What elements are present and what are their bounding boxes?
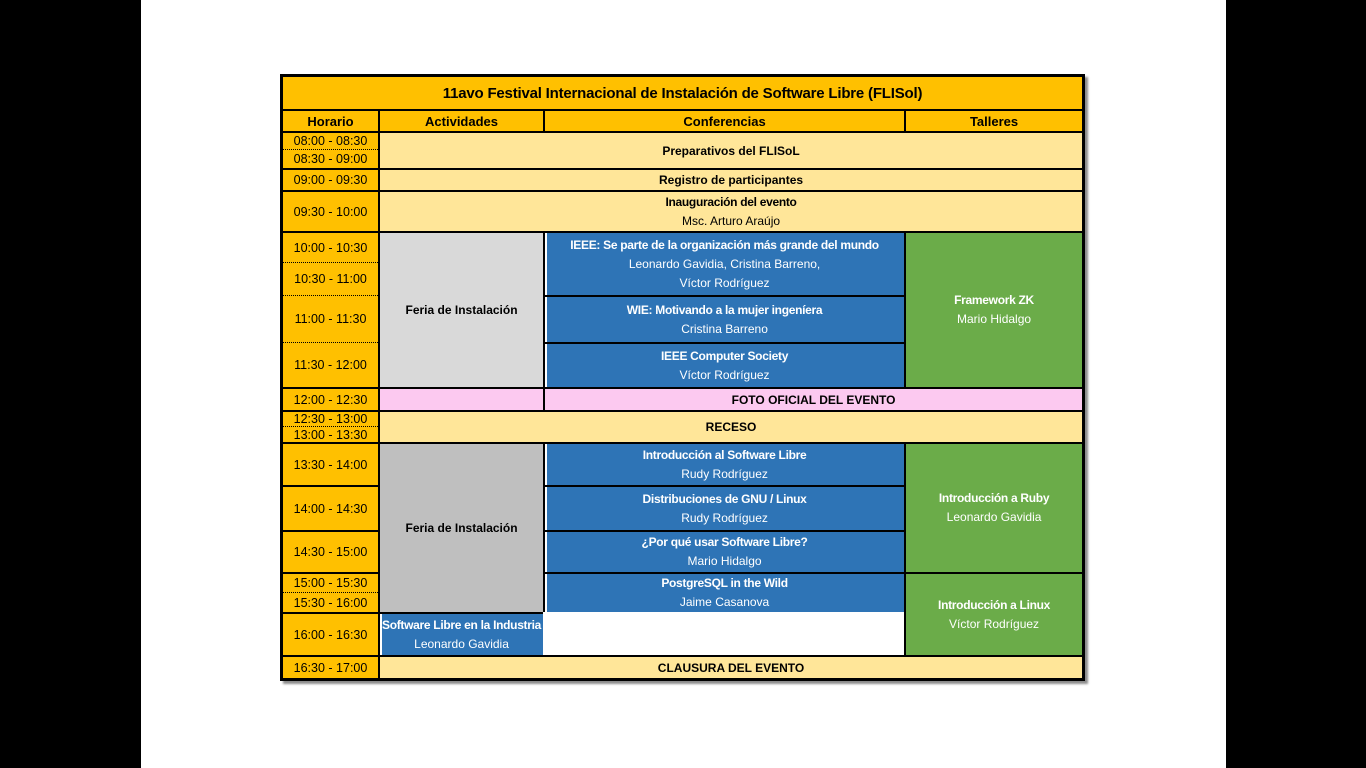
time-cell: 15:30 - 16:00 [283, 592, 378, 612]
time-cell: 11:30 - 12:00 [283, 342, 378, 387]
time-cell: 09:30 - 10:00 [283, 190, 378, 231]
event-speaker: Víctor Rodríguez [679, 367, 770, 382]
event-title: Introducción a Ruby [938, 491, 1050, 505]
time-cell: 12:30 - 13:00 [283, 410, 378, 426]
event-title: Introducción al Software Libre [642, 447, 807, 462]
event-title: PostgreSQL in the Wild [661, 576, 788, 590]
time-cell: 10:00 - 10:30 [283, 231, 378, 262]
column-header-conferencias: Conferencias [543, 109, 904, 131]
time-cell: 08:30 - 09:00 [283, 149, 378, 168]
column-header-actividades: Actividades [378, 109, 543, 131]
event-clausura: CLAUSURA DEL EVENTO [378, 655, 1082, 678]
event-title: Introducción a Linux [938, 597, 1051, 612]
time-cell: 15:00 - 15:30 [283, 572, 378, 592]
time-cell: 09:00 - 09:30 [283, 168, 378, 190]
event-porque-usar-software-libre [543, 530, 904, 572]
event-introduccion-linux [904, 572, 1082, 655]
event-speaker: Msc. Arturo Araújo [682, 213, 781, 228]
event-introduccion-software-libre [543, 442, 904, 485]
time-cell: 12:00 - 12:30 [283, 387, 378, 410]
event-speaker: Leonardo Gavidia [414, 636, 509, 651]
time-cell: 16:00 - 16:30 [283, 612, 378, 655]
event-framework-zk [904, 231, 1082, 387]
event-introduccion-ruby [904, 442, 1082, 572]
event-ieee-organizacion [543, 231, 904, 295]
time-cell: 13:00 - 13:30 [283, 426, 378, 442]
time-cell: 14:00 - 14:30 [283, 485, 378, 530]
event-speaker: Leonardo Gavidia, Cristina Barreno, [628, 256, 821, 271]
event-title: Inauguración del evento [665, 194, 797, 209]
event-feria-instalacion-manana: Feria de Instalación [378, 231, 543, 387]
time-cell: 11:00 - 11:30 [283, 295, 378, 342]
event-registro: Registro de participantes [378, 168, 1082, 190]
event-speaker: Mario Hidalgo [687, 554, 762, 568]
event-speaker: Leonardo Gavidia [946, 510, 1042, 524]
event-title: Software Libre en la Industria [382, 617, 542, 632]
time-cell: 08:00 - 08:30 [283, 131, 378, 149]
event-inauguracion [378, 190, 1082, 231]
schedule-table [280, 74, 1085, 681]
event-title: ¿Por qué usar Software Libre? [641, 535, 808, 549]
time-cell: 13:30 - 14:00 [283, 442, 378, 485]
event-ieee-computer-society [543, 342, 904, 387]
event-distribuciones-gnu-linux [543, 485, 904, 530]
event-speaker: Jaime Casanova [679, 595, 770, 609]
event-title: IEEE Computer Society [661, 348, 789, 363]
event-title: IEEE: Se parte de la organización más grande del mundo [570, 237, 879, 252]
event-speaker: Cristina Barreno [681, 321, 768, 336]
time-cell: 14:30 - 15:00 [283, 530, 378, 572]
column-header-horario: Horario [283, 109, 378, 131]
event-speaker: Víctor Rodríguez [949, 616, 1040, 631]
event-speaker: Rudy Rodríguez [681, 466, 768, 481]
event-speaker: Víctor Rodríguez [679, 275, 770, 290]
event-title: Distribuciones de GNU / Linux [642, 491, 807, 506]
column-header-talleres: Talleres [904, 109, 1082, 131]
event-software-libre-industria [378, 612, 543, 655]
event-foto-oficial: FOTO OFICIAL DEL EVENTO [543, 387, 1082, 410]
event-wie [543, 295, 904, 342]
event-speaker: Mario Hidalgo [957, 312, 1032, 326]
foto-actividades-cell [378, 387, 543, 410]
event-title: Framework ZK [954, 293, 1034, 307]
event-title: WIE: Motivando a la mujer ingeníera [626, 302, 823, 317]
event-preparativos: Preparativos del FLISoL [378, 131, 1082, 168]
event-postgresql-in-the-wild [543, 572, 904, 612]
time-cell: 16:30 - 17:00 [283, 655, 378, 678]
time-cell: 10:30 - 11:00 [283, 262, 378, 295]
document-canvas [141, 0, 1226, 768]
schedule-title: 11avo Festival Internacional de Instalación de Software Libre (FLISol) [283, 77, 1082, 109]
event-receso: RECESO [378, 410, 1082, 442]
event-feria-instalacion-tarde: Feria de Instalación [378, 442, 543, 612]
event-speaker: Rudy Rodríguez [681, 510, 768, 525]
